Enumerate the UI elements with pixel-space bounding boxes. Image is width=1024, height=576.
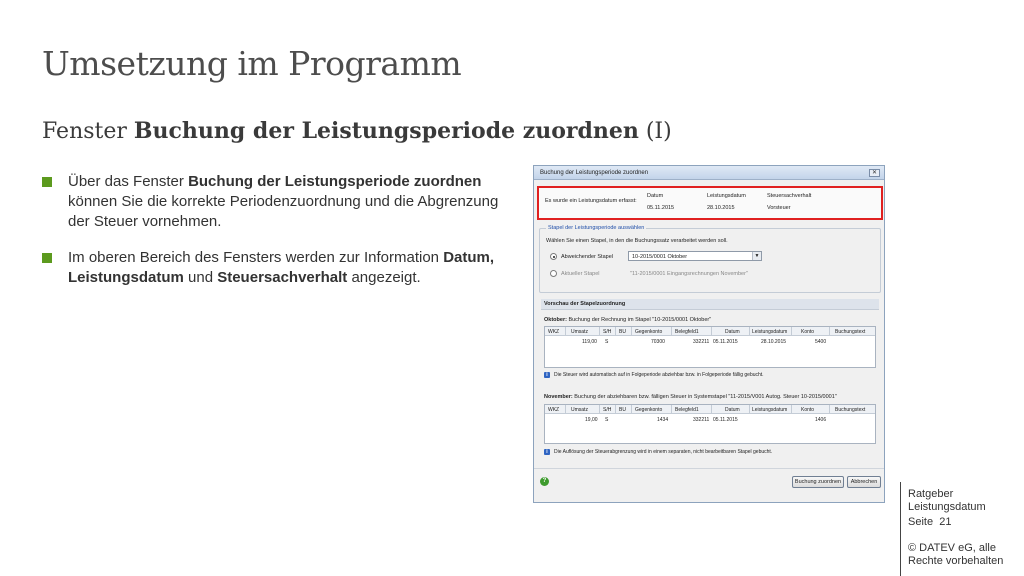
footer-line2: Leistungsdatum [908, 501, 986, 513]
bullet-item [42, 248, 512, 288]
bullet-text: und [183, 269, 218, 286]
info-leistungsdatum-value: 28.10.2015 [707, 205, 735, 211]
chevron-down-icon[interactable]: ▼ [752, 252, 761, 260]
dialog-footer-divider [534, 468, 884, 469]
col-gegenkonto: Gegenkonto [635, 328, 663, 335]
aktueller-stapel-label: Aktueller Stapel [561, 271, 600, 277]
cell-datum: 05.11.2015 [713, 339, 738, 345]
col-datum: Datum [725, 328, 740, 335]
info-highlight-box [537, 186, 883, 220]
slide-title: Umsetzung im Programm [42, 44, 462, 83]
cell-konto: 5400 [815, 339, 827, 345]
square-bullet-icon [42, 253, 52, 263]
abweichender-stapel-label: Abweichender Stapel [561, 254, 613, 260]
assign-button[interactable]: Buchung zuordnen [792, 476, 844, 488]
cancel-button[interactable]: Abbrechen [847, 476, 881, 488]
info-icon: i [544, 449, 550, 455]
aktueller-stapel-value: "11-2015/0001 Eingangsrechnungen November" [630, 271, 748, 277]
stapel-group-legend: Stapel der Leistungsperiode auswählen [548, 225, 645, 231]
copyright-line2: Rechte vorbehalten [908, 555, 1004, 567]
col-konto: Konto [801, 328, 815, 335]
cell-konto: 1406 [815, 417, 827, 423]
dialog-window [533, 165, 885, 503]
aktueller-stapel-radio[interactable] [550, 270, 557, 277]
square-bullet-icon [42, 177, 52, 187]
cell-umsatz: 119,00 [582, 339, 597, 345]
footer-topic [908, 488, 986, 514]
cell-datum: 05.11.2015 [713, 417, 738, 423]
col-sh: S/H [603, 328, 612, 335]
info-steuer-label: Steuersachverhalt [767, 193, 812, 199]
abweichender-stapel-radio[interactable] [550, 253, 557, 260]
preview-grid-november [544, 404, 876, 444]
block2-title-rest: Buchung der abziehbaren bzw. fälligen Steuer in Systemstapel "11-2015/V001 Autog. Steuer 10-2015/0001" [574, 394, 837, 400]
stapel-prompt: Wählen Sie einen Stapel, in den die Buchungssatz verarbeitet werden soll. [546, 238, 728, 244]
col-bu: BU [619, 328, 626, 335]
cell-sh: S [605, 417, 609, 423]
col-wkz: WKZ [548, 406, 560, 413]
dialog-titlebar [534, 166, 884, 180]
block1-title-rest: Buchung der Rechnung im Stapel "10-2015/0001 Oktober" [568, 317, 712, 323]
col-leistungsdatum: Leistungsdatum [752, 406, 788, 413]
dialog-title: Buchung der Leistungsperiode zuordnen [540, 170, 649, 176]
bullet-text: können Sie die korrekte Periodenzuordnung und die Abgrenzung der Steuer vornehmen. [68, 193, 499, 230]
preview-header [541, 299, 879, 310]
copyright-line1: © DATEV eG, alle [908, 542, 996, 554]
note-november: Die Auflösung der Steuerabgrenzung wird in einem separaten, nicht bearbeitbaren Stapel gebucht. [554, 449, 773, 455]
cell-sh: S [605, 339, 609, 345]
page-number [908, 516, 951, 529]
cell-belegfeld: 332211 [693, 339, 710, 345]
subtitle-prefix: Fenster [42, 119, 134, 144]
preview-header-text: Vorschau der Stapelzuordnung [544, 301, 626, 307]
col-buchungstext: Buchungstext [835, 406, 866, 413]
bullet-bold: Steuersachverhalt [217, 269, 348, 286]
col-bu: BU [619, 406, 626, 413]
col-leistungsdatum: Leistungsdatum [752, 328, 788, 335]
bullet-text: Im oberen Bereich des Fensters werden zur Information [68, 249, 444, 266]
cell-gegenkonto: 70300 [651, 339, 665, 345]
preview-grid-oktober [544, 326, 876, 368]
subtitle-suffix: (I) [638, 119, 672, 144]
info-icon: i [544, 372, 550, 378]
bullet-bold: Buchung der Leistungsperiode zuordnen [188, 173, 482, 190]
info-date-value: 05.11.2015 [647, 205, 675, 211]
col-umsatz: Umsatz [571, 406, 588, 413]
col-belegfeld: Belegfeld1 [675, 406, 699, 413]
info-caption: Es wurde ein Leistungsdatum erfasst: [545, 198, 637, 204]
col-datum: Datum [725, 406, 740, 413]
footer-divider [900, 482, 901, 576]
block2-title-bold: November: [544, 394, 573, 400]
stapel-select-value: 10-2015/0001 Oktober [632, 254, 688, 260]
bullet-bold: Datum, Leistungsdatum [68, 249, 495, 286]
block1-title [544, 317, 711, 323]
cell-belegfeld: 332211 [693, 417, 710, 423]
bullet-list [42, 172, 512, 304]
block1-title-bold: Oktober: [544, 317, 567, 323]
note-oktober: Die Steuer wird automatisch auf in Folgeperiode abziehbar bzw. in Folgeperiode fällig gebucht. [554, 372, 764, 378]
slide-subtitle [42, 118, 672, 144]
col-wkz: WKZ [548, 328, 560, 335]
stapel-select[interactable] [628, 251, 762, 261]
stapel-groupbox [539, 225, 881, 293]
copyright [908, 542, 1003, 568]
bullet-item [42, 172, 512, 232]
grid-header [545, 327, 875, 336]
page-number-value: 21 [939, 516, 952, 528]
col-konto: Konto [801, 406, 815, 413]
col-sh: S/H [603, 406, 612, 413]
col-belegfeld: Belegfeld1 [675, 328, 699, 335]
col-gegenkonto: Gegenkonto [635, 406, 663, 413]
help-icon[interactable]: ? [540, 477, 549, 486]
subtitle-bold: Buchung der Leistungsperiode zuordnen [133, 118, 639, 144]
bullet-text: angezeigt. [347, 269, 421, 286]
cell-leistungsdatum: 28.10.2015 [761, 339, 787, 345]
col-umsatz: Umsatz [571, 328, 588, 335]
cell-gegenkonto: 1434 [657, 417, 669, 423]
info-date-label: Datum [647, 193, 664, 199]
grid-header [545, 405, 875, 414]
info-steuer-value: Vorsteuer [767, 205, 791, 211]
info-leistungsdatum-label: Leistungsdatum [707, 193, 746, 199]
footer-line1: Ratgeber [908, 488, 954, 500]
page-label: Seite [908, 516, 934, 528]
col-buchungstext: Buchungstext [835, 328, 866, 335]
block2-title [544, 394, 837, 400]
cell-umsatz: 19,00 [585, 417, 598, 423]
bullet-text: Über das Fenster [68, 173, 189, 190]
close-icon[interactable]: ✕ [869, 169, 880, 177]
